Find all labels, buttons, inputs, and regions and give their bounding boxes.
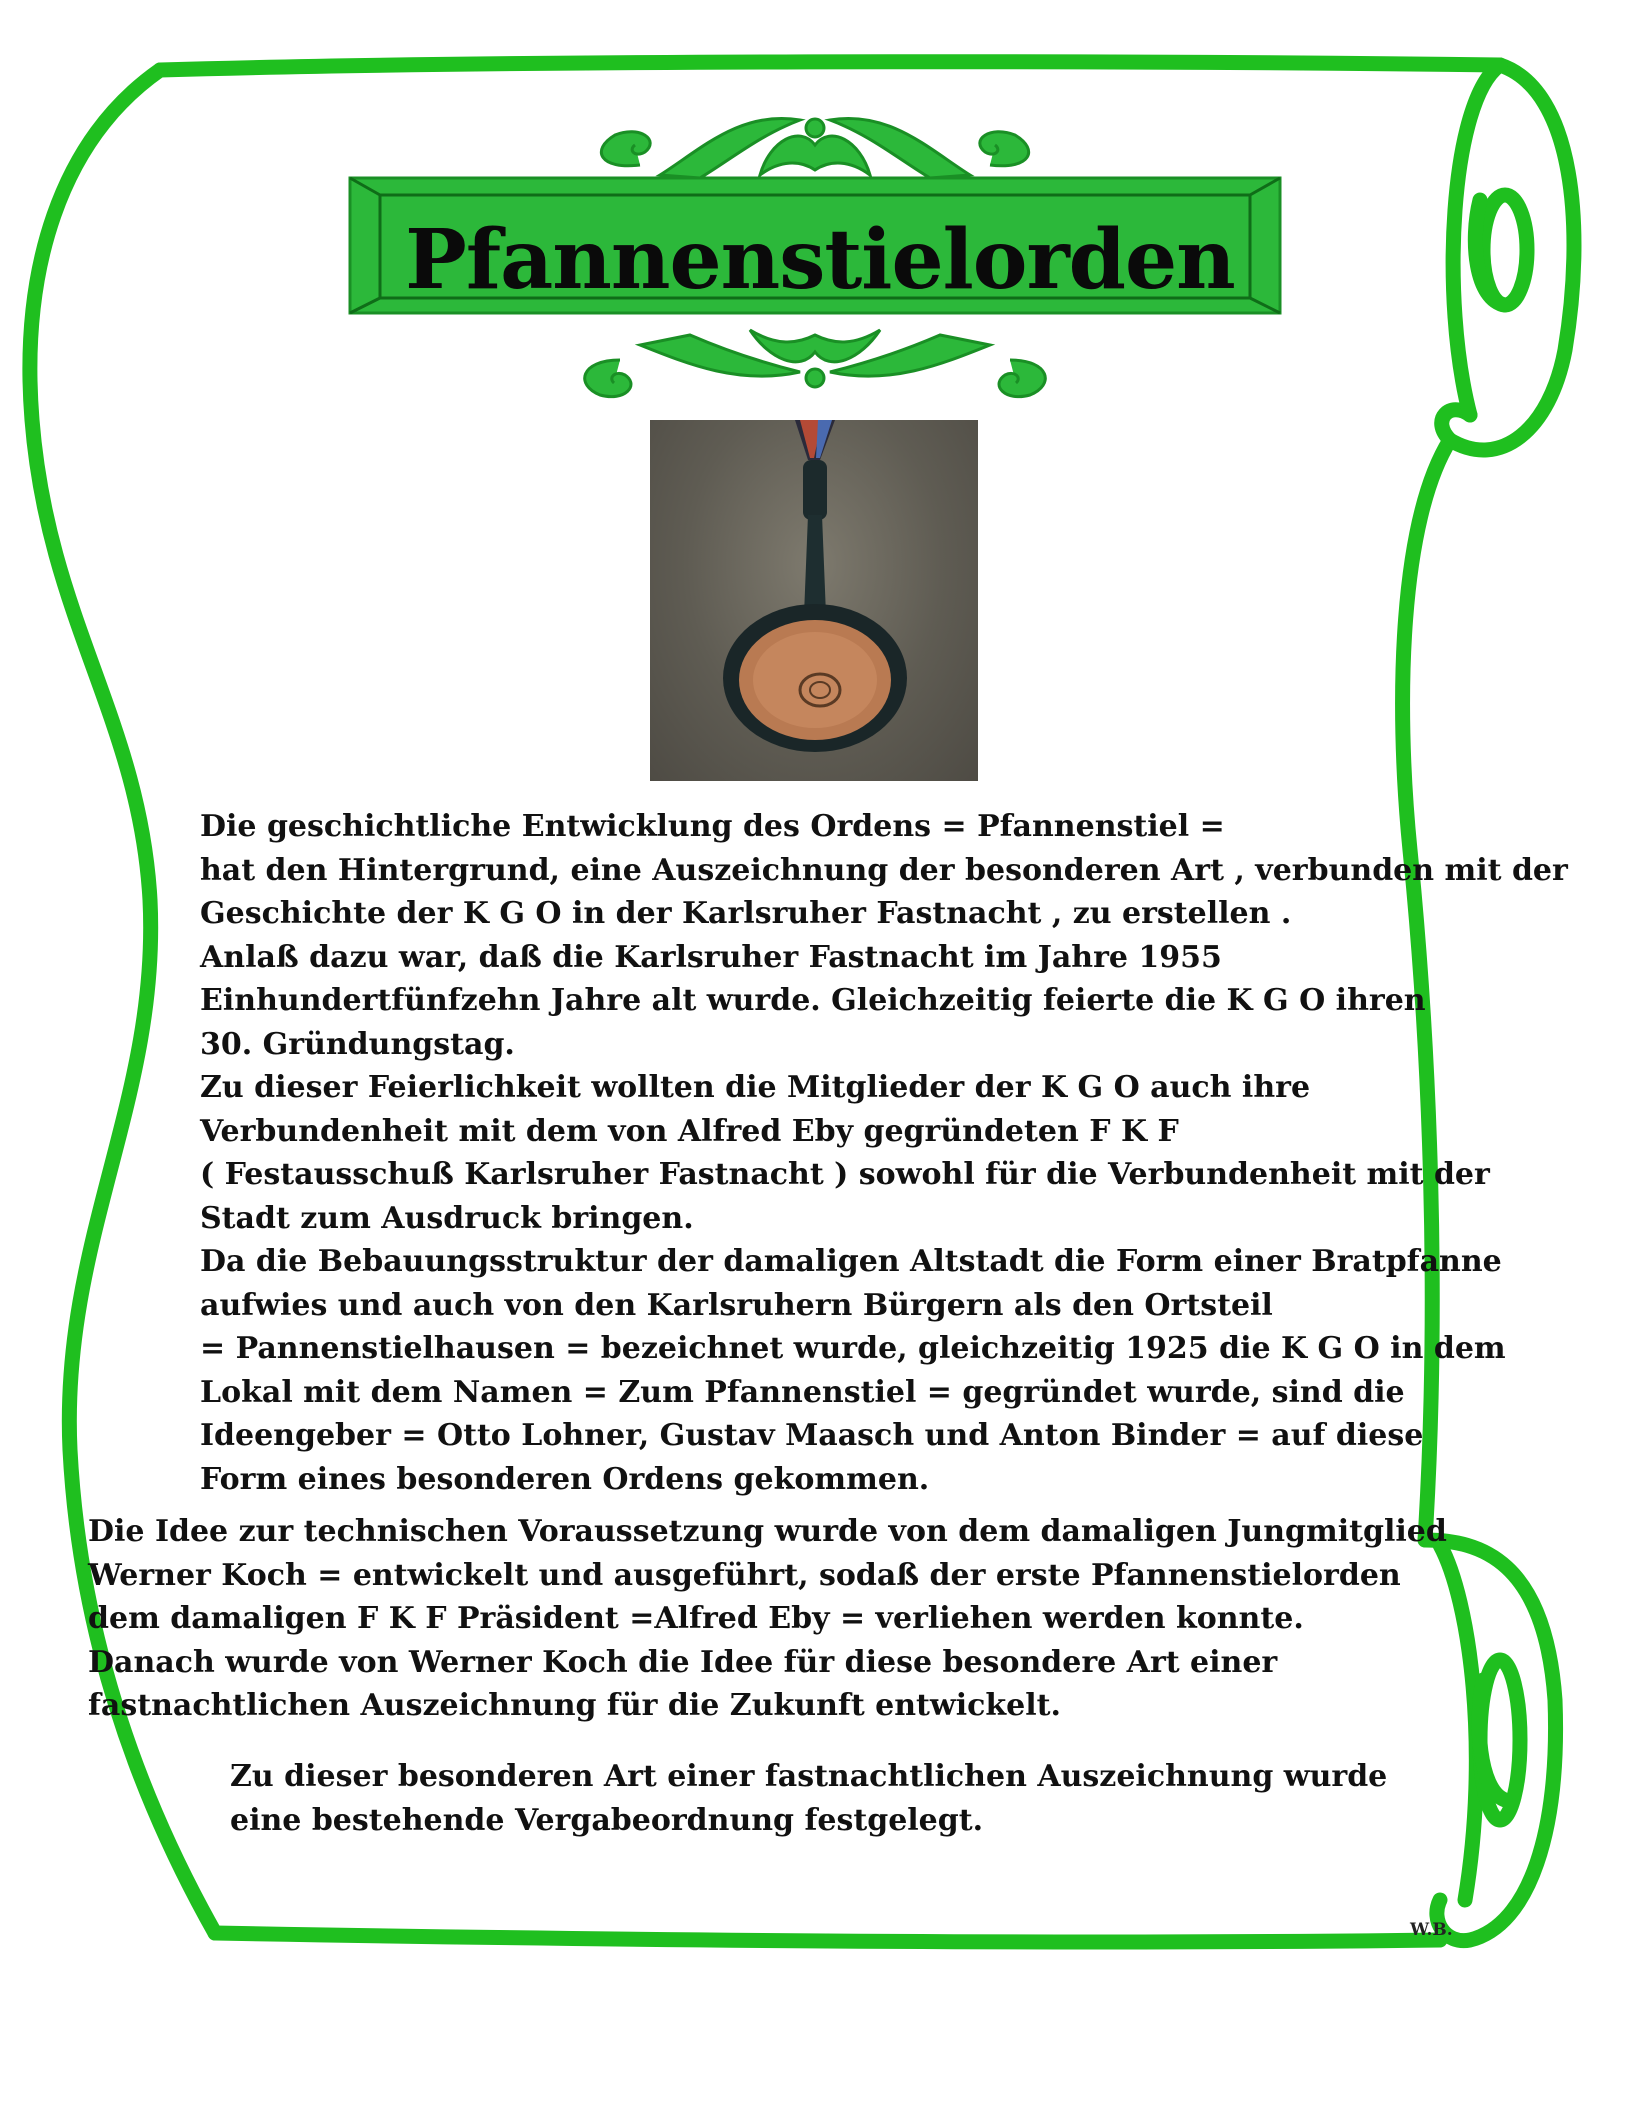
text-line: dem damaligen F K F Präsident =Alfred Eby = verliehen werden konnte. [88,1601,1304,1636]
text-line: = Pannenstielhausen = bezeichnet wurde, gleichzeitig 1925 die K G O in dem [200,1331,1506,1366]
paragraph-regulation [230,1755,1387,1842]
medal-photo [650,420,978,781]
text-line: Werner Koch = entwickelt und ausgeführt, sodaß der erste Pfannenstielorden [88,1557,1401,1593]
text-line: 30. Gründungstag. [200,1026,515,1062]
text-line: Verbundenheit mit dem von Alfred Eby gegründeten F K F [200,1113,1179,1149]
text-line: Geschichte der K G O in der Karlsruher Fastnacht , zu erstellen . [200,896,1292,931]
author-initials: W.B. [1410,1920,1453,1940]
text-line: eine bestehende Vergabeordnung festgelegt. [230,1802,984,1838]
paragraph-technical [88,1510,1447,1728]
text-line: Stadt zum Ausdruck bringen. [200,1200,694,1236]
text-line: Zu dieser besonderen Art einer fastnachtlichen Auszeichnung wurde [230,1759,1388,1794]
paragraph-history [200,805,1568,1501]
ornament-flourish-top [601,118,1028,178]
text-line: Da die Bebauungsstruktur der damaligen Altstadt die Form einer Bratpfanne [200,1244,1502,1279]
text-line: Zu dieser Feierlichkeit wollten die Mitglieder der K G O auch ihre [200,1070,1311,1105]
ornament-flourish-bottom [585,330,1046,397]
text-line: Die Idee zur technischen Voraussetzung wurde von dem damaligen Jungmitglied [88,1514,1447,1549]
text-line: Anlaß dazu war, daß die Karlsruher Fastnacht im Jahre 1955 [200,939,1222,975]
text-line: Ideengeber = Otto Lohner, Gustav Maasch und Anton Binder = auf diese [200,1418,1424,1453]
text-line: ( Festausschuß Karlsruher Fastnacht ) sowohl für die Verbundenheit mit der [200,1157,1490,1192]
text-line: hat den Hintergrund, eine Auszeichnung der besonderen Art , verbunden mit der [200,852,1568,888]
text-line: Danach wurde von Werner Koch die Idee für diese besondere Art einer [88,1644,1278,1680]
text-line: Die geschichtliche Entwicklung des Ordens = Pfannenstiel = [200,809,1225,844]
page-title: Pfannenstielorden [405,212,1235,308]
text-line: aufwies und auch von den Karlsruhern Bürgern als den Ortsteil [200,1287,1273,1323]
text-line: fastnachtlichen Auszeichnung für die Zukunft entwickelt. [88,1688,1061,1723]
text-line: Form eines besonderen Ordens gekommen. [200,1461,930,1497]
text-line: Lokal mit dem Namen = Zum Pfannenstiel = gegründet wurde, sind die [200,1374,1405,1410]
text-line: Einhundertfünfzehn Jahre alt wurde. Gleichzeitig feierte die K G O ihren [200,983,1426,1018]
